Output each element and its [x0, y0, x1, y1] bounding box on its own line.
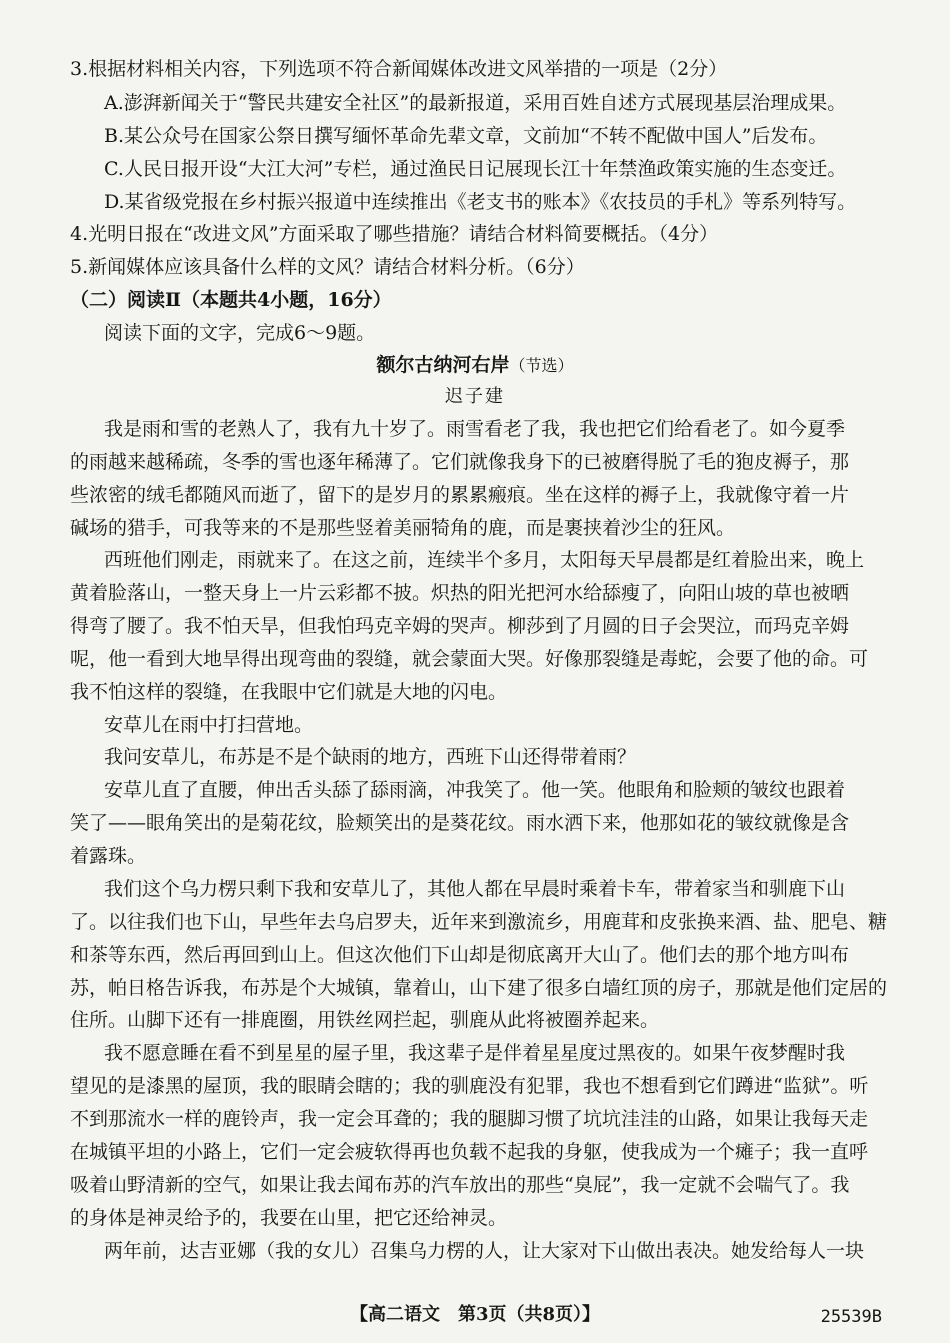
passage-line: 呢，他一看到大地旱得出现弯曲的裂缝，就会蒙面大哭。好像那裂缝是毒蛇，会要了他的命。可 [70, 648, 869, 670]
passage-line: 吸着山野清新的空气，如果让我去闻布苏的汽车放出的那些“臭屁”，我一定就不会喘气了。我 [70, 1174, 850, 1196]
passage-line: 和茶等东西，然后再回到山上。但这次他们下山却是彻底离开大山了。他们去的那个地方叫布 [70, 944, 850, 966]
section-instruction: 阅读下面的文字，完成6～9题。 [104, 322, 376, 344]
passage-line: 我们这个乌力楞只剩下我和安草儿了，其他人都在早晨时乘着卡车，带着家当和驯鹿下山 [104, 878, 846, 900]
passage-line: 住所。山脚下还有一排鹿圈，用铁丝网拦起，驯鹿从此将被圈养起来。 [70, 1009, 660, 1031]
passage-line: 不到那流水一样的鹿铃声，我一定会耳聋的；我的腿脚习惯了坑坑洼洼的山路，如果让我每天走 [70, 1108, 869, 1130]
passage-line: 望见的是漆黑的屋顶，我的眼睛会瞎的；我的驯鹿没有犯罪，我也不想看到它们蹲进“监狱”。听 [70, 1075, 869, 1097]
question-3-stem: 3.根据材料相关内容，下列选项不符合新闻媒体改进文风举措的一项是（2分） [70, 58, 728, 80]
passage-title [0, 352, 950, 379]
passage-line: 得弯了腰了。我不怕天旱，但我怕玛克辛姆的哭声。柳莎到了月圆的日子会哭泣，而玛克辛姆 [70, 615, 850, 637]
passage-line: 我是雨和雪的老熟人了，我有九十岁了。雨雪看老了我，我也把它们给看老了。如今夏季 [104, 418, 846, 440]
passage-line: 些浓密的绒毛都随风而逝了，留下的是岁月的累累瘢痕。坐在这样的褥子上，我就像守着一片 [70, 484, 850, 506]
question-5: 5.新闻媒体应该具备什么样的文风？请结合材料分析。（6分） [70, 256, 585, 278]
question-4: 4.光明日报在“改进文风”方面采取了哪些措施？请结合材料简要概括。（4分） [70, 223, 719, 245]
passage-line: 着露珠。 [70, 845, 147, 867]
passage-line: 在城镇平坦的小路上，它们一定会疲软得再也负载不起我的身躯，使我成为一个瘫子；我一直呼 [70, 1141, 869, 1163]
passage-line: 我不怕这样的裂缝，在我眼中它们就是大地的闪电。 [70, 681, 508, 703]
question-3-option-a: A.澎湃新闻关于“警民共建安全社区”的最新报道，采用百姓自述方式展现基层治理成果。 [104, 92, 847, 114]
passage-line: 安草儿直了直腰，伸出舌头舔了舔雨滴，冲我笑了。他一笑。他眼角和脸颊的皱纹也跟着 [104, 779, 846, 801]
passage-line: 两年前，达吉亚娜（我的女儿）召集乌力楞的人，让大家对下山做出表决。她发给每人一块 [104, 1240, 865, 1262]
passage-title-note: （节选） [509, 356, 574, 375]
passage-line: 的身体是神灵给予的，我要在山里，把它还给神灵。 [70, 1207, 508, 1229]
question-3-option-c: C.人民日报开设“大江大河”专栏，通过渔民日记展现长江十年禁渔政策实施的生态变迁。 [104, 158, 847, 180]
passage-author: 迟子建 [445, 386, 505, 407]
passage-line: 苏，帕日格告诉我，布苏是个大城镇，靠着山，山下建了很多白墙红顶的房子，那就是他们定居的 [70, 977, 888, 999]
question-3-option-b: B.某公众号在国家公祭日撰写缅怀革命先辈文章，文前加“不转不配做中国人”后发布。 [104, 125, 828, 147]
section-heading: （二）阅读Ⅱ（本题共4小题，16分） [70, 289, 392, 311]
passage-line: 西班他们刚走，雨就来了。在这之前，连续半个多月，太阳每天早晨都是红着脸出来，晚上 [104, 549, 865, 571]
passage-line: 的雨越来越稀疏，冬季的雪也逐年稀薄了。它们就像我身下的已被磨得脱了毛的狍皮褥子，那 [70, 451, 850, 473]
exam-code: 25539B [820, 1307, 882, 1327]
passage-line: 我不愿意睡在看不到星星的屋子里，我这辈子是伴着星星度过黑夜的。如果午夜梦醒时我 [104, 1042, 846, 1064]
page-footer-label: 【高二语文 第3页（共8页）】 [349, 1304, 601, 1325]
passage-line: 了。以往我们也下山，早些年去乌启罗夫，近年来到激流乡，用鹿茸和皮张换来酒、盐、肥皂、糖 [70, 911, 888, 933]
question-3-option-d: D.某省级党报在乡村振兴报道中连续推出《老支书的账本》《农技员的手札》等系列特写。 [104, 191, 857, 213]
passage-title-text: 额尔古纳河右岸 [376, 354, 510, 376]
passage-line: 黄着脸落山，一整天身上一片云彩都不披。炽热的阳光把河水给舔瘦了，向阳山坡的草也被晒 [70, 582, 850, 604]
passage-line: 碱场的猎手，可我等来的不是那些竖着美丽犄角的鹿，而是裹挟着沙尘的狂风。 [70, 517, 736, 539]
passage-line: 我问安草儿，布苏是不是个缺雨的地方，西班下山还得带着雨？ [104, 746, 637, 768]
passage-line: 笑了——眼角笑出的是菊花纹，脸颊笑出的是葵花纹。雨水洒下来，他那如花的皱纹就像是含 [70, 812, 850, 834]
passage-line: 安草儿在雨中打扫营地。 [104, 714, 314, 736]
